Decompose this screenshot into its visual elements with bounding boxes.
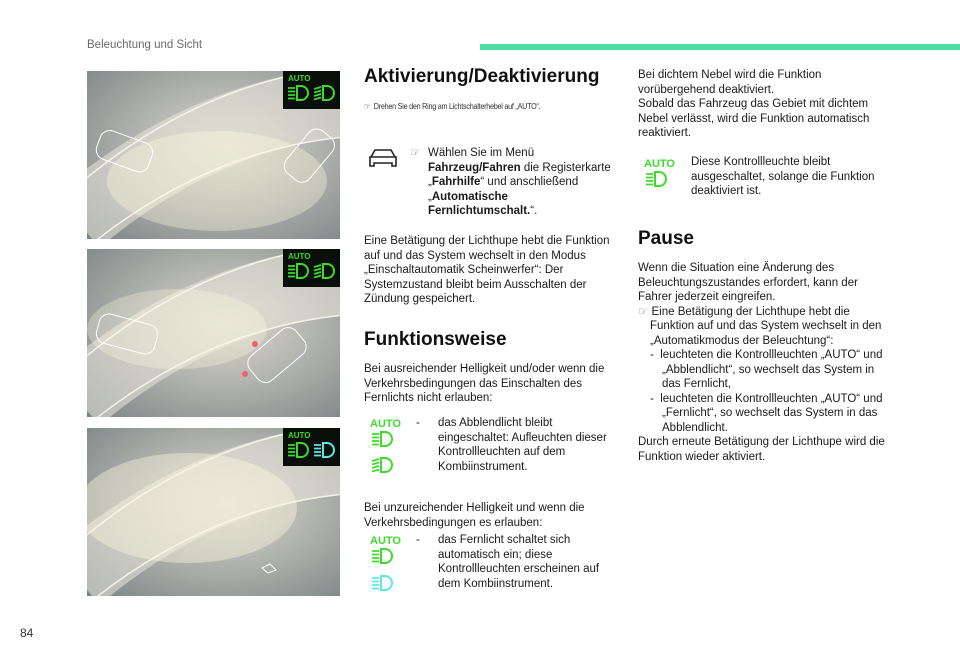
- indicator-panel: AUTO: [283, 71, 340, 109]
- paragraph-sufficient-light: Bei ausreichender Helligkeit und/oder wenn die Verkehrsbedingungen das Einschalten des Fernlichts nicht erlauben:: [364, 363, 605, 404]
- item-low-beam-stays: das Abblendlicht bleibt eingeschaltet: Aufleuchten dieser Kontrollleuchten auf dem Kombiinstrument.: [438, 417, 607, 473]
- low-beam-icon: [288, 442, 310, 459]
- low-beam-icon: [288, 85, 310, 102]
- pause-text: Wenn die Situation eine Änderung des Beleuchtungszustandes erfordert, kann der Fahrer jederzeit eingreifen. ☞ Eine Betätigung der Lichthupe hebt die Funktion auf und das System wechselt in den „Automatikmodus der Beleuchtung“: - leuchteten die Kontrollleuchten „AUTO“ und „Abblendlicht“, so wechselt das System in das Fernlicht, - leuchteten die Kontrollleuchten „AUTO“ und „Fernlicht“, so wechselt das System in das Abblendlicht. Durch erneute Betätigung der Lichthupe wird die Funktion wieder aktiviert.: [638, 262, 885, 463]
- step-select-menu: Wählen Sie im Menü Fahrzeug/Fahren die Registerkarte „Fahrhilfe“ und anschließend „Automatische Fernlichtumschalt.“.: [428, 147, 611, 217]
- high-beam-icon: [372, 457, 398, 475]
- illustration-high-beam-on: [87, 71, 340, 239]
- paragraph-flash-override: Eine Betätigung der Lichthupe hebt die Funktion auf und das System wechselt in den Modus „Einschaltautomatik Scheinwerfer“: Der Systemzustand bleibt beim Ausschalten der Zündung gespeichert.: [364, 235, 610, 305]
- high-beam-icon: [372, 575, 398, 593]
- paragraph-fog: Bei dichtem Nebel wird die Funktion vorübergehend deaktiviert. Sobald das Fahrzeug das Gebiet mit dichtem Nebel verlässt, wird die Funktion automatisch reaktiviert.: [638, 69, 870, 139]
- low-beam-icon: [288, 263, 310, 280]
- section-header: Beleuchtung und Sicht: [87, 39, 203, 51]
- manual-page: Beleuchtung und Sicht 84 AUTO AUTO AUTO Aktivierung/Deaktivierung ☞ Drehen Sie den Ring am Lichtschalterhebel auf „AUTO“. ☞ Wählen Sie im Menü Fahrzeug/Fahren die Registerkarte „Fahrhilfe“ und anschließend „Automatische Fernlichtumschalt.“. Eine Betätigung der Lichthupe hebt die Funktion auf und das System wechselt in den Modus „Einschaltautomatik Scheinwerfer“: Der Systemzustand bleibt beim Ausschalten der Zündung gespeichert. Funktionsweise Bei ausreichender Helligkeit und/oder wenn die Verkehrsbedingungen das Einschalten des Fernlichts nicht erlauben: AUTO - das Abblendlicht bleibt eingeschaltet: Aufleuchten dieser Kontrollleuchten auf dem Kombiinstrument. Bei unzureichender Helligkeit und wenn die Verkehrsbedingungen es erlauben: AUTO - das Fernlicht schaltet sich automatisch ein; diese Kontrollleuchten erscheinen auf dem Kombiinstrument. Bei dichtem Nebel wird die Funktion vorübergehend deaktiviert. Sobald das Fahrzeug das Gebiet mit dichtem Nebel verlässt, wird die Funktion automatisch reaktiviert. AUTO Diese Kontrollleuchte bleibt ausgeschaltet, solange die Funktion deaktiviert ist. Pause Wenn die Situation eine Änderung des Beleuchtungszustandes erfordert, kann der Fahrer jederzeit eingreifen. ☞ Eine Betätigung der Lichthupe hebt die Funktion auf und das System wechselt in den „Automatikmodus der Beleuchtung“: - leuchteten die Kontrollleuchten „AUTO“ und „Abblendlicht“, so wechselt das System in das Fernlicht, - leuchteten die Kontrollleuchten „AUTO“ und „Fernlicht“, so wechselt das System in das Abblendlicht. Durch erneute Betätigung der Lichthupe wird die Funktion wieder aktiviert.: [0, 0, 960, 649]
- indicator-panel: AUTO: [283, 428, 340, 466]
- note-indicator-off: Diese Kontrollleuchte bleibt ausgeschaltet, solange die Funktion deaktiviert ist.: [691, 156, 875, 197]
- paragraph-insufficient-light: Bei unzureichender Helligkeit und wenn die Verkehrsbedingungen es erlauben:: [364, 502, 585, 529]
- illustration-oncoming-vehicle: [87, 249, 340, 417]
- step-turn-ring: ☞ Drehen Sie den Ring am Lichtschalterhebel auf „AUTO“.: [364, 101, 541, 111]
- high-beam-icon: [314, 85, 336, 102]
- header-accent-bar: [480, 44, 960, 50]
- low-beam-icon: [646, 171, 672, 189]
- low-beam-icon: [372, 548, 398, 566]
- page-number: 84: [20, 626, 34, 640]
- illustration-high-beam-road: [87, 428, 340, 596]
- heading-function: Funktionsweise: [364, 329, 507, 350]
- low-beam-icon: [372, 431, 398, 449]
- item-high-beam-on: das Fernlicht schaltet sich automatisch ein; diese Kontrollleuchten erscheinen auf dem Kombiinstrument.: [438, 534, 600, 590]
- high-beam-icon: [314, 442, 336, 459]
- indicator-panel: AUTO: [283, 249, 340, 287]
- heading-pause: Pause: [638, 228, 694, 249]
- heading-activation: Aktivierung/Deaktivierung: [364, 66, 600, 87]
- car-menu-icon: [368, 147, 398, 169]
- high-beam-icon: [314, 263, 336, 280]
